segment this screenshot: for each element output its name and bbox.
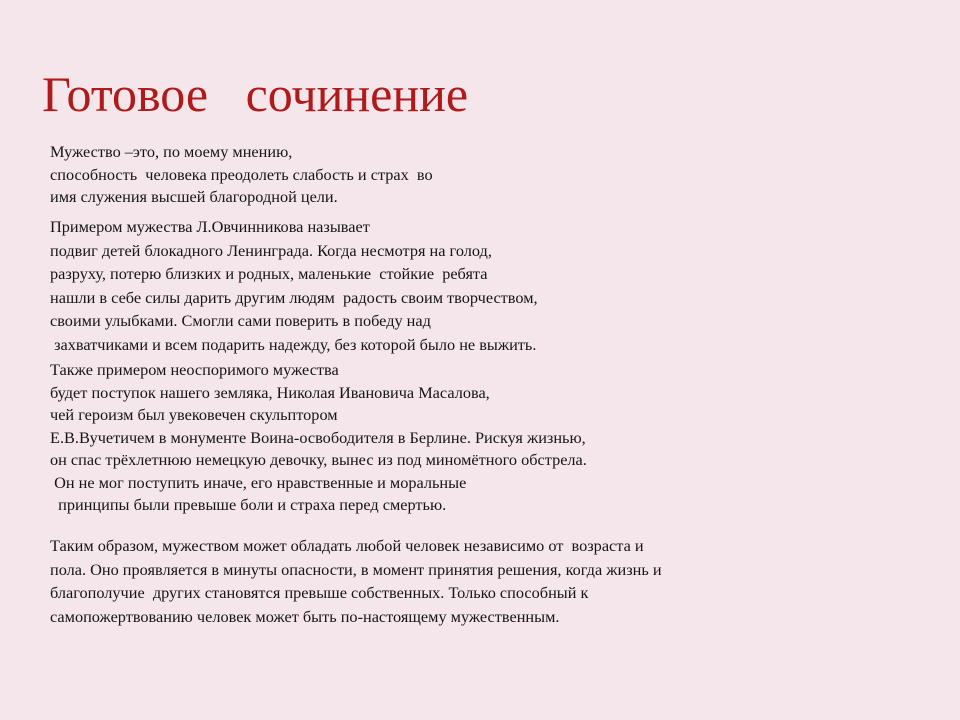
text-line: принципы были превыше боли и страха перед смертью.	[50, 495, 447, 514]
text-line: разруху, потерю близких и родных, маленькие стойкие ребята	[50, 264, 488, 284]
text-line: Таким образом, мужеством может обладать любой человек независимо от возраста и	[50, 536, 644, 555]
text-line: Мужество –это, по моему мнению,	[50, 142, 293, 161]
text-line: Также примером неоспоримого мужества	[50, 360, 339, 379]
text-line: Он не мог поступить иначе, его нравственные и моральные	[50, 472, 467, 492]
paragraph-definition	[50, 141, 433, 209]
text-line: он спас трёхлетнюю немецкую девочку, вынес из под миномётного обстрела.	[50, 450, 587, 469]
text-line: будет поступок нашего земляка, Николая Ивановича Масалова,	[50, 382, 490, 402]
text-line: пола. Оно проявляется в минуты опасности, в момент принятия решения, когда жизнь и	[50, 559, 662, 579]
text-line: нашли в себе силы дарить другим людям радость своим творчеством,	[50, 287, 538, 307]
text-line: способность человека преодолеть слабость и страх во	[50, 164, 433, 184]
paragraph-leningrad-example	[50, 215, 538, 357]
text-line: самопожертвованию человек может быть по-настоящему мужественным.	[50, 606, 560, 626]
text-line: своими улыбками. Смогли сами поверить в победу над	[50, 311, 431, 331]
text-line: Е.В.Вучетичем в монументе Воина-освободителя в Берлине. Рискуя жизнью,	[50, 427, 586, 447]
paragraph-masalov-example	[50, 359, 587, 517]
text-line: чей героизм был увековечен скульптором	[50, 405, 338, 424]
text-line: благополучие других становятся превыше собственных. Только способный к	[50, 583, 589, 602]
text-line: Примером мужества Л.Овчинникова называет	[50, 217, 370, 236]
text-line: подвиг детей блокадного Ленинграда. Когда несмотря на голод,	[50, 240, 492, 260]
paragraph-conclusion	[50, 534, 662, 628]
text-line: захватчиками и всем подарить надежду, без которой было не выжить.	[50, 334, 537, 354]
text-line: имя служения высшей благородной цели.	[50, 187, 338, 206]
slide-title: Готовое сочинение	[42, 66, 469, 122]
